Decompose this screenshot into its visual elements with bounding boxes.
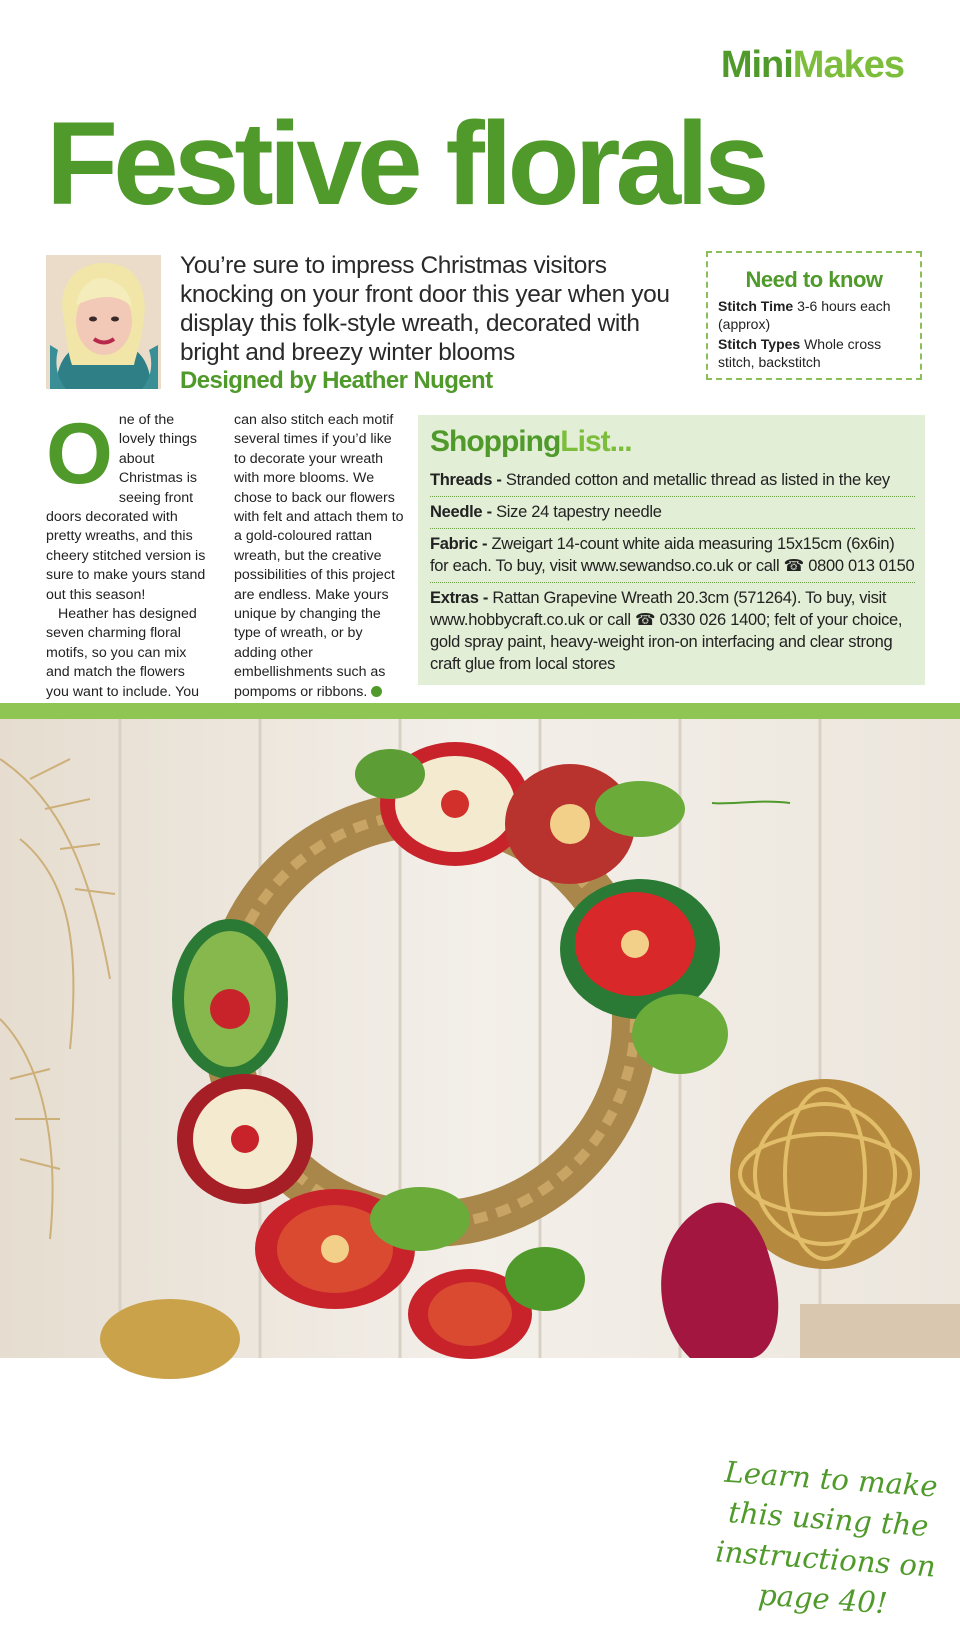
divider-band <box>0 703 960 719</box>
body-paragraph-2: Heather has designed seven charming floral motifs, so you can mix and match the flowers you want to include. You <box>46 606 200 700</box>
shopping-item-label: Fabric - <box>430 535 492 553</box>
stitch-time-label: Stitch Time <box>718 298 794 314</box>
drop-cap: O <box>46 406 113 502</box>
callout-text: Learn to make this using the instructions on page 40! <box>714 1454 939 1621</box>
shopping-item-fabric <box>430 529 915 583</box>
shopping-item-threads <box>430 465 915 497</box>
body-column-2 <box>234 411 404 702</box>
shopping-item-label: Needle - <box>430 503 497 521</box>
stitch-types-label: Stitch Types <box>718 336 801 352</box>
stitch-time-line <box>718 297 910 333</box>
page-title: Festive florals <box>46 98 765 230</box>
shopping-item-text: Zweigart 14-count white aida measuring 15x15cm (6x6in) for each. To buy, visit www.sewandso.co.uk or call ☎ 0800 013 0150 <box>430 535 915 575</box>
wreath-photo <box>0 719 960 1621</box>
stitch-types-value: Whole cross stitch, backstitch <box>718 336 882 370</box>
shopping-list-title <box>430 425 915 459</box>
section-tag-part2: Makes <box>792 44 904 86</box>
stitch-types-line <box>718 335 910 371</box>
body-column-1 <box>46 406 206 702</box>
intro-standfirst: You’re sure to impress Christmas visitors knocking on your front door this year when you display this folk-style wreath, decorated with bright and breezy winter blooms <box>180 252 670 366</box>
end-mark-icon <box>371 686 382 697</box>
stitch-time-value: 3-6 hours each (approx) <box>718 298 891 332</box>
author-photo <box>46 255 161 389</box>
section-tag <box>721 44 904 87</box>
shopping-item-needle <box>430 497 915 529</box>
shopping-item-extras <box>430 583 915 680</box>
shopping-title-part2: List... <box>560 425 632 458</box>
shopping-title-part1: Shopping <box>430 425 561 458</box>
body-paragraph-3 <box>234 411 404 702</box>
need-to-know-heading: Need to know <box>745 267 883 292</box>
section-tag-part1: Mini <box>720 44 793 86</box>
body-paragraph-3-text: can also stitch each motif several times if you’d like to decorate your wreath with more blooms. We chose to back our flowers with felt and attach them to a gold-coloured rattan wreath, but the creative possibilities of this project are endless. Make yours unique by changing the type of wreath, or by adding other embellishments such as pompoms or ribbons. <box>234 412 404 700</box>
body-paragraph-1: ne of the lovely things about Christmas is seeing front doors decorated with pretty wreaths, and this cheery stitched version is sure to make yours stand out this season! <box>46 412 206 603</box>
designer-credit: Designed by Heather Nugent <box>180 367 493 394</box>
shopping-item-label: Threads - <box>430 471 506 489</box>
shopping-item-label: Extras - <box>430 589 493 607</box>
shopping-item-text: Stranded cotton and metallic thread as listed in the key <box>505 471 890 489</box>
shopping-item-text: Rattan Grapevine Wreath 20.3cm (571264). To buy, visit www.hobbycraft.co.uk or call ☎ 0330 026 1400; felt of your choice, gold spray paint, heavy-weight iron-on interfacing and clear strong craft glue from local stores <box>430 589 903 673</box>
need-to-know-box <box>706 251 922 380</box>
shopping-list-panel <box>418 415 925 685</box>
shopping-item-text: Size 24 tapestry needle <box>496 503 662 521</box>
